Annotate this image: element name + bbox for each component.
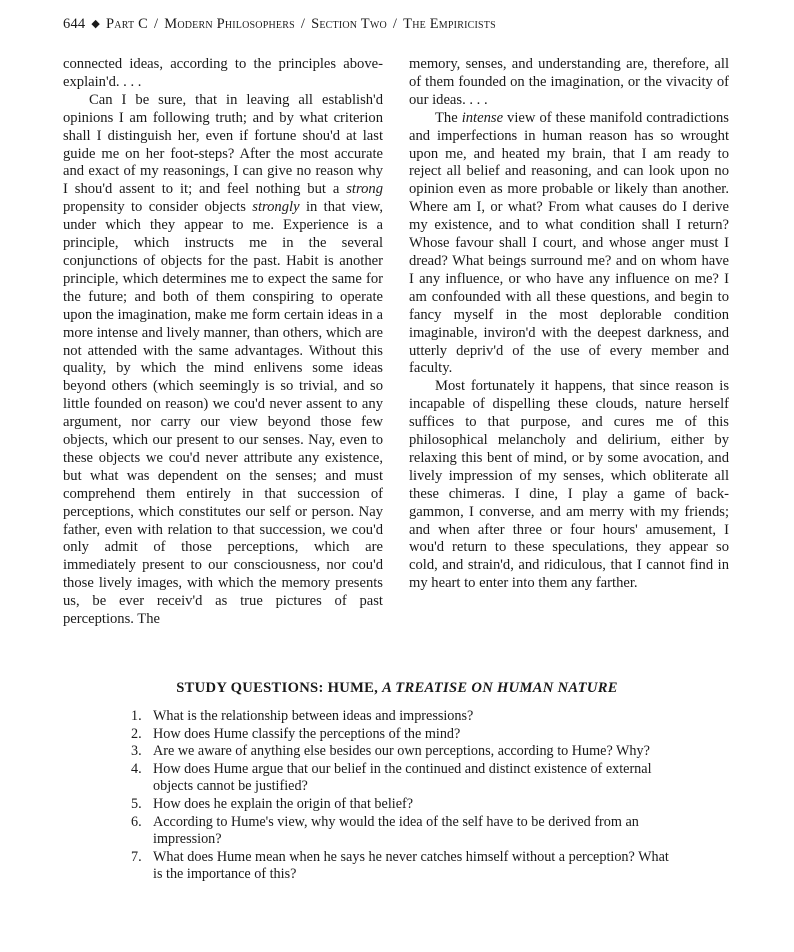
right-text-column xyxy=(409,56,729,593)
paragraph-text: view of these manifold contradictions and imperfections in human reason has so wrought upon me, and heated my brain, that I am ready to reject all belief and reasoning, and can look upon no opinion even as more probable or likely than another. Where am I, or what? From what causes do I derive my existence, and to what condition shall I return? Whose favour shall I court, and whose anger must I dread? What beings surround me? and on whom have I any influence, or who have any influence on me? I am confounded with all these questions, and begin to fancy myself in the most deplorable condition imaginable, inviron'd with the deepest darkness, and utterly depriv'd of the use of every member and faculty. xyxy=(409,109,729,377)
study-question-item xyxy=(131,743,676,761)
paragraph-text: Can I be sure, that in leaving all establish'd opinions I am following truth; and by what criterion shall I distinguish her, even if fortune shou'd at last guide me on her foot-steps? After the most accurate and exact of my reasonings, I can give no reason why I shou'd assent to it; and feel nothing but a xyxy=(63,91,383,198)
book-title: Modern Philosophers xyxy=(164,16,295,32)
study-question-item xyxy=(131,849,676,884)
study-question-item xyxy=(131,814,676,849)
header-separator: / xyxy=(300,16,306,32)
running-head xyxy=(63,16,496,33)
emphasized-word: strong xyxy=(346,181,383,198)
paragraph-text: in that view, under which they appear to me. Experience is a principle, which instructs me in the several conjunctions of objects for the past. Habit is another principle, which determines me to expect the same for the future; and both of them conspiring to operate upon the imagination, make me form certain ideas in a more intense and lively manner, than others, which are not attended with the same advantages. Without this quality, by which the mind enlivens some ideas beyond others (which seemingly is so trivial, and so little founded on reason) we cou'd never assent to any argument, nor carry our view beyond those few objects, which our present to our senses. Nay, even to these objects we cou'd never attribute any existence, but what was dependent on the senses; and must comprehend them entirely in that succession of perceptions, which constitutes our self or person. Nay father, even with relation to that succession, we cou'd only admit of those perceptions, which are immediately present to our consciousness, nor cou'd those lively images, with which the memory presents us, be ever receiv'd as true pictures of past perceptions. The xyxy=(63,199,384,628)
question-number: 2. xyxy=(131,725,142,742)
emphasized-word: intense xyxy=(461,109,504,126)
question-number: 5. xyxy=(131,795,142,812)
left-text-column xyxy=(63,56,383,629)
study-questions-title xyxy=(0,680,794,697)
paragraph xyxy=(409,378,729,593)
paragraph xyxy=(63,56,383,92)
paragraph xyxy=(63,92,383,629)
question-number: 6. xyxy=(131,813,142,830)
study-question-item xyxy=(131,708,676,726)
study-title-work: A TREATISE ON HUMAN NATURE xyxy=(382,680,618,696)
question-number: 3. xyxy=(131,743,142,760)
question-text: According to Hume's view, why would the idea of the self have to be derived from an impression? xyxy=(153,813,639,848)
paragraph-text: propensity to consider objects xyxy=(63,199,253,216)
question-text: How does Hume argue that our belief in the continued and distinct existence of external objects cannot be justified? xyxy=(153,760,652,795)
paragraph-text: memory, senses, and understanding are, therefore, all of them founded on the imagination, or the vivacity of our ideas. . . . xyxy=(409,56,729,108)
study-title-prefix: STUDY QUESTIONS: HUME, xyxy=(176,680,383,696)
question-number: 4. xyxy=(131,760,142,777)
paragraph-text: connected ideas, according to the principles above-explain'd. . . . xyxy=(63,56,383,90)
diamond-bullet-icon: ◆ xyxy=(91,18,101,30)
section-label: Section Two xyxy=(311,16,387,32)
section-title: The Empiricists xyxy=(403,16,496,32)
study-questions-list xyxy=(131,708,676,884)
page-number: 644 xyxy=(63,16,86,32)
question-number: 1. xyxy=(131,708,142,724)
header-separator: / xyxy=(154,16,159,32)
question-text: Are we aware of anything else besides our own perceptions, according to Hume? Why? xyxy=(153,743,650,760)
question-text: What does Hume mean when he says he never catches himself without a perception? What is the importance of this? xyxy=(153,848,669,883)
question-text: How does he explain the origin of that belief? xyxy=(153,795,414,812)
study-question-item xyxy=(131,726,676,744)
question-text: What is the relationship between ideas and impressions? xyxy=(153,708,474,724)
study-question-item xyxy=(131,761,676,796)
question-number: 7. xyxy=(131,848,142,865)
part-label: Part C xyxy=(106,16,148,32)
study-questions-section xyxy=(0,680,794,883)
question-text: How does Hume classify the perceptions of the mind? xyxy=(153,725,461,742)
paragraph xyxy=(409,110,729,379)
paragraph-text: Most fortunately it happens, that since reason is incapable of dispelling these clouds, nature herself suffices to that purpose, and cures me of this philosophical melancholy and delirium, either by relaxing this bent of mind, or by some avocation, and lively impression of my senses, which obliterate all these chimeras. I dine, I play a game of back-gammon, I converse, and am merry with my friends; and when after three or four hours' amusement, I wou'd return to these speculations, they appear so cold, and strain'd, and ridiculous, that I cannot find in my heart to enter into them any farther. xyxy=(409,378,729,592)
paragraph xyxy=(409,56,729,110)
paragraph-text: The xyxy=(435,109,462,126)
study-question-item xyxy=(131,796,676,814)
emphasized-word: strongly xyxy=(252,199,300,216)
header-separator: / xyxy=(392,16,398,32)
